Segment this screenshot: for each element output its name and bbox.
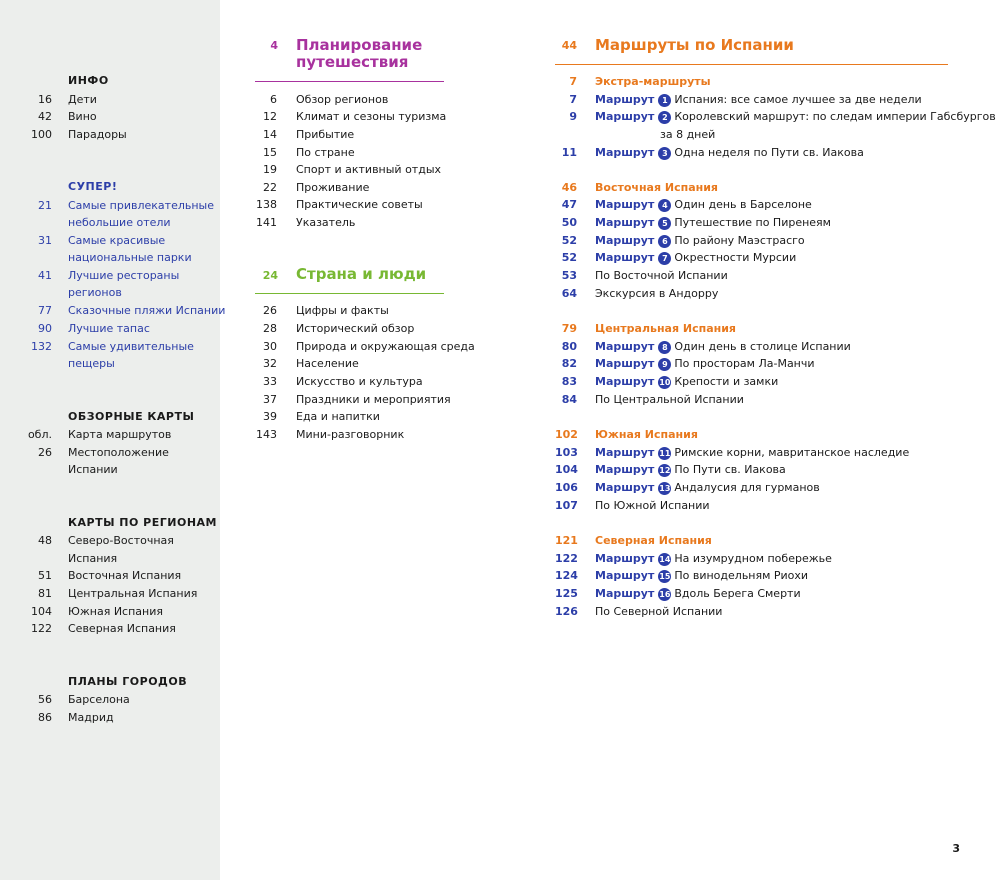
sidebar-item-label: пещеры bbox=[68, 357, 115, 370]
route-item[interactable] bbox=[555, 108, 996, 126]
page-number: 30 bbox=[263, 340, 277, 353]
page-number: 90 bbox=[38, 322, 52, 335]
route-label: Маршрут bbox=[595, 446, 655, 459]
route-number-badge: 2 bbox=[658, 111, 671, 124]
route-label: Маршрут bbox=[595, 93, 655, 106]
section-title-line: Планирование bbox=[296, 36, 423, 54]
sidebar-heading-city-plans: ПЛАНЫ ГОРОДОВ bbox=[68, 675, 188, 688]
sidebar-item-tapas[interactable] bbox=[0, 320, 220, 338]
sidebar-item-label: Сказочные пляжи Испании bbox=[68, 304, 226, 317]
route-title: По Южной Испании bbox=[595, 499, 710, 512]
route-number-badge: 13 bbox=[659, 484, 671, 493]
route-title: По Северной Испании bbox=[595, 605, 723, 618]
sidebar-item-caves-cont bbox=[0, 355, 220, 373]
section-title-routes[interactable]: Маршруты по Испании bbox=[595, 36, 794, 54]
route-title: Путешествие по Пиренеям bbox=[674, 216, 831, 229]
page-number: 21 bbox=[38, 199, 52, 212]
list-item-label: Мини-разговорник bbox=[296, 428, 405, 441]
route-item[interactable] bbox=[555, 249, 955, 267]
sidebar-item-label: Местоположение bbox=[68, 446, 169, 459]
route-group-heading[interactable] bbox=[555, 426, 955, 444]
page-number: 16 bbox=[38, 93, 52, 106]
route-number-badge: 1 bbox=[658, 94, 671, 107]
page-number: 138 bbox=[256, 198, 277, 211]
sidebar-item-central[interactable] bbox=[0, 585, 220, 603]
route-label: Маршрут bbox=[595, 234, 655, 247]
list-item[interactable] bbox=[255, 214, 450, 232]
page-number: 26 bbox=[263, 304, 277, 317]
sidebar bbox=[0, 0, 226, 880]
route-title: Римские корни, мавританское наследие bbox=[674, 446, 910, 459]
route-number-badge: 5 bbox=[658, 217, 671, 230]
section-title-country[interactable]: Страна и люди bbox=[296, 265, 427, 283]
page-number: 121 bbox=[555, 534, 578, 547]
page-number: 104 bbox=[555, 463, 578, 476]
sidebar-item-children[interactable] bbox=[0, 91, 220, 109]
route-number-badge: 14 bbox=[659, 555, 671, 564]
route-number-badge: 4 bbox=[658, 199, 671, 212]
list-item-label: Обзор регионов bbox=[296, 93, 389, 106]
page-number: 124 bbox=[555, 569, 578, 582]
route-item-cont bbox=[555, 126, 955, 144]
list-item-label: Проживание bbox=[296, 181, 370, 194]
route-number-badge: 3 bbox=[658, 147, 671, 160]
sidebar-heading-overview-maps: ОБЗОРНЫЕ КАРТЫ bbox=[68, 410, 195, 423]
sidebar-item-hotels[interactable] bbox=[0, 197, 220, 215]
route-label: Маршрут bbox=[595, 375, 655, 388]
route-item[interactable] bbox=[555, 338, 955, 356]
page-number: 22 bbox=[263, 181, 277, 194]
page-number: 82 bbox=[561, 357, 577, 370]
list-item[interactable] bbox=[255, 320, 450, 338]
sidebar-item-label: Лучшие рестораны bbox=[68, 269, 180, 282]
route-item[interactable] bbox=[555, 497, 955, 515]
page-number: 143 bbox=[256, 428, 277, 441]
route-item[interactable] bbox=[555, 585, 955, 603]
route-label: Маршрут bbox=[595, 146, 655, 159]
page-number: 103 bbox=[555, 446, 578, 459]
sidebar-heading-info: ИНФО bbox=[68, 74, 109, 87]
page-number: 80 bbox=[561, 340, 577, 353]
route-item[interactable] bbox=[555, 567, 955, 585]
sidebar-item-northeast[interactable] bbox=[0, 532, 220, 550]
list-item[interactable] bbox=[255, 373, 450, 391]
sidebar-item-east[interactable] bbox=[0, 567, 220, 585]
sidebar-item-label: Мадрид bbox=[68, 711, 114, 724]
page-number: 32 bbox=[263, 357, 277, 370]
route-title: Одна неделя по Пути св. Иакова bbox=[674, 146, 864, 159]
list-item-label: Еда и напитки bbox=[296, 410, 380, 423]
sidebar-item-label: Испании bbox=[68, 463, 118, 476]
section-divider bbox=[255, 81, 444, 82]
page-number: 15 bbox=[263, 146, 277, 159]
route-number-badge: 15 bbox=[659, 572, 671, 581]
sidebar-item-hotels-cont bbox=[0, 214, 220, 232]
route-item[interactable] bbox=[555, 232, 955, 250]
page-number: 42 bbox=[38, 110, 52, 123]
route-group-heading[interactable] bbox=[555, 179, 955, 197]
list-item[interactable] bbox=[255, 426, 450, 444]
sidebar-item-location[interactable] bbox=[0, 444, 220, 462]
sidebar-item-label: Испания bbox=[68, 552, 118, 565]
list-item[interactable] bbox=[255, 302, 450, 320]
route-group-title: Восточная Испания bbox=[595, 181, 718, 194]
route-number-badge: 12 bbox=[659, 466, 671, 475]
sidebar-item-label: Самые привлекательные bbox=[68, 199, 214, 212]
page-number: 106 bbox=[555, 481, 578, 494]
route-number-badge: 7 bbox=[658, 252, 671, 265]
list-item-label: Искусство и культура bbox=[296, 375, 423, 388]
sidebar-item-label: национальные парки bbox=[68, 251, 192, 264]
section-page-number: 4 bbox=[270, 39, 278, 52]
route-group-title: Экстра-маршруты bbox=[595, 75, 711, 88]
list-item-label: Природа и окружающая среда bbox=[296, 340, 475, 353]
page-number: 6 bbox=[270, 93, 277, 106]
route-number-badge: 16 bbox=[659, 590, 671, 599]
page-number: 33 bbox=[263, 375, 277, 388]
page-number: 81 bbox=[38, 587, 52, 600]
list-item[interactable] bbox=[255, 91, 450, 109]
list-item-label: Практические советы bbox=[296, 198, 423, 211]
sidebar-item-label: Восточная Испания bbox=[68, 569, 182, 582]
sidebar-item-label: Барселона bbox=[68, 693, 130, 706]
route-title: По просторам Ла-Манчи bbox=[674, 357, 815, 370]
page-number: 12 bbox=[263, 110, 277, 123]
page-number: 84 bbox=[561, 393, 577, 406]
route-title: Андалусия для гурманов bbox=[674, 481, 820, 494]
page-number: 104 bbox=[31, 605, 52, 618]
route-title: Вдоль Берега Смерти bbox=[674, 587, 801, 600]
sidebar-item-restaurants-cont bbox=[0, 284, 220, 302]
list-item-label: Население bbox=[296, 357, 359, 370]
route-title: На изумрудном побережье bbox=[674, 552, 832, 565]
route-number-badge: 6 bbox=[658, 235, 671, 248]
sidebar-item-south[interactable] bbox=[0, 603, 220, 621]
page-number: 122 bbox=[555, 552, 578, 565]
route-group-title: Центральная Испания bbox=[595, 322, 736, 335]
page-number: 102 bbox=[555, 428, 578, 441]
page-number: 56 bbox=[38, 693, 52, 706]
route-item[interactable] bbox=[555, 373, 955, 391]
route-title: По Центральной Испании bbox=[595, 393, 744, 406]
page-number: 52 bbox=[561, 234, 577, 247]
route-item[interactable] bbox=[555, 479, 955, 497]
route-item[interactable] bbox=[555, 267, 955, 285]
route-label: Маршрут bbox=[595, 340, 655, 353]
route-number-badge: 11 bbox=[659, 449, 671, 458]
list-item[interactable] bbox=[255, 144, 450, 162]
page-number: 83 bbox=[561, 375, 577, 388]
sidebar-item-label: Самые красивые bbox=[68, 234, 166, 247]
route-label: Маршрут bbox=[595, 552, 655, 565]
route-group-title: Южная Испания bbox=[595, 428, 698, 441]
list-item-label: Исторический обзор bbox=[296, 322, 415, 335]
page-number: 122 bbox=[31, 622, 52, 635]
page-number: 26 bbox=[38, 446, 52, 459]
sidebar-item-parks-cont bbox=[0, 249, 220, 267]
route-group-heading[interactable] bbox=[555, 532, 955, 550]
sidebar-item-location-cont bbox=[0, 461, 220, 479]
list-item[interactable] bbox=[255, 108, 450, 126]
list-item-label: Праздники и мероприятия bbox=[296, 393, 451, 406]
sidebar-item-label: небольшие отели bbox=[68, 216, 171, 229]
sidebar-item-north[interactable] bbox=[0, 620, 220, 638]
list-item[interactable] bbox=[255, 126, 450, 144]
sidebar-item-label: Южная Испания bbox=[68, 605, 163, 618]
route-number-badge: 8 bbox=[658, 341, 671, 354]
list-item-label: Указатель bbox=[296, 216, 356, 229]
route-title: Крепости и замки bbox=[674, 375, 779, 388]
sidebar-item-label: Самые удивительные bbox=[68, 340, 194, 353]
page-number: 51 bbox=[38, 569, 52, 582]
list-item-label: Спорт и активный отдых bbox=[296, 163, 442, 176]
list-item[interactable] bbox=[255, 196, 450, 214]
route-item[interactable] bbox=[555, 91, 955, 109]
page-number: 125 bbox=[555, 587, 578, 600]
route-group-heading[interactable] bbox=[555, 320, 955, 338]
page-number: 28 bbox=[263, 322, 277, 335]
route-title: Окрестности Мурсии bbox=[674, 251, 797, 264]
list-item[interactable] bbox=[255, 391, 450, 409]
section-page-number: 24 bbox=[262, 269, 278, 282]
sidebar-item-label: Центральная Испания bbox=[68, 587, 198, 600]
route-item[interactable] bbox=[555, 444, 955, 462]
route-group-heading[interactable] bbox=[555, 73, 955, 91]
page-number: 7 bbox=[569, 93, 577, 106]
section-title-planning[interactable] bbox=[296, 37, 422, 71]
page-number: 50 bbox=[561, 216, 577, 229]
route-title: Один день в Барселоне bbox=[674, 198, 812, 211]
route-item[interactable] bbox=[555, 603, 955, 621]
sidebar-item-wine[interactable] bbox=[0, 108, 220, 126]
sidebar-item-label: Дети bbox=[68, 93, 97, 106]
page-number: 53 bbox=[561, 269, 577, 282]
sidebar-item-label: Вино bbox=[68, 110, 97, 123]
list-item[interactable] bbox=[255, 161, 450, 179]
sidebar-item-beaches[interactable] bbox=[0, 302, 226, 320]
sidebar-item-label: Лучшие тапас bbox=[68, 322, 150, 335]
page-number: 39 bbox=[263, 410, 277, 423]
page-number: 141 bbox=[256, 216, 277, 229]
list-item-label: Прибытие bbox=[296, 128, 355, 141]
list-item-label: Цифры и факты bbox=[296, 304, 389, 317]
sidebar-item-label: Северо-Восточная bbox=[68, 534, 174, 547]
page-number: 132 bbox=[31, 340, 52, 353]
route-title: за 8 дней bbox=[660, 128, 716, 141]
route-title: Испания: все самое лучшее за две недели bbox=[674, 93, 922, 106]
route-label: Маршрут bbox=[595, 216, 655, 229]
route-title: По Пути св. Иакова bbox=[674, 463, 786, 476]
page-number: 77 bbox=[38, 304, 52, 317]
route-title: По району Маэстрасго bbox=[674, 234, 805, 247]
route-label: Маршрут bbox=[595, 198, 655, 211]
sidebar-item-label: Карта маршрутов bbox=[68, 428, 172, 441]
sidebar-item-label: Парадоры bbox=[68, 128, 127, 141]
list-item[interactable] bbox=[255, 179, 450, 197]
page-number: 14 bbox=[263, 128, 277, 141]
sidebar-item-label: Северная Испания bbox=[68, 622, 176, 635]
route-label: Маршрут bbox=[595, 251, 655, 264]
list-item[interactable] bbox=[255, 338, 475, 356]
page-number-footer: 3 bbox=[952, 842, 960, 855]
page-number: 41 bbox=[38, 269, 52, 282]
route-item[interactable] bbox=[555, 144, 955, 162]
page-number: обл. bbox=[27, 428, 52, 441]
section-title-line: путешествия bbox=[296, 53, 409, 71]
sidebar-item-parks[interactable] bbox=[0, 232, 220, 250]
route-number-badge: 9 bbox=[658, 358, 671, 371]
route-item[interactable] bbox=[555, 391, 955, 409]
section-divider bbox=[255, 293, 444, 294]
route-title: Королевский маршрут: по следам империи Габсбургов bbox=[674, 110, 996, 123]
route-title: Экскурсия в Андорру bbox=[595, 287, 719, 300]
sidebar-item-northeast-cont bbox=[0, 550, 220, 568]
page-number: 107 bbox=[555, 499, 578, 512]
sidebar-item-label: регионов bbox=[68, 286, 122, 299]
page-number: 100 bbox=[31, 128, 52, 141]
page-number: 9 bbox=[569, 110, 577, 123]
route-label: Маршрут bbox=[595, 569, 655, 582]
sidebar-heading-super: СУПЕР! bbox=[68, 180, 118, 193]
route-item[interactable] bbox=[555, 285, 955, 303]
sidebar-item-route-map[interactable] bbox=[0, 426, 220, 444]
page-number: 79 bbox=[561, 322, 577, 335]
route-item[interactable] bbox=[555, 355, 955, 373]
route-item[interactable] bbox=[555, 461, 955, 479]
route-label: Маршрут bbox=[595, 481, 655, 494]
page-number: 7 bbox=[569, 75, 577, 88]
page-number: 52 bbox=[561, 251, 577, 264]
route-label: Маршрут bbox=[595, 357, 655, 370]
route-group-title: Северная Испания bbox=[595, 534, 712, 547]
route-title: Один день в столице Испании bbox=[674, 340, 851, 353]
page-number: 47 bbox=[561, 198, 577, 211]
page-number: 48 bbox=[38, 534, 52, 547]
route-number-badge: 10 bbox=[659, 378, 671, 387]
page-number: 37 bbox=[263, 393, 277, 406]
sidebar-item-barcelona[interactable] bbox=[0, 691, 220, 709]
route-item[interactable] bbox=[555, 196, 955, 214]
list-item-label: По стране bbox=[296, 146, 355, 159]
page-number: 64 bbox=[561, 287, 577, 300]
route-label: Маршрут bbox=[595, 463, 655, 476]
sidebar-item-madrid[interactable] bbox=[0, 709, 220, 727]
section-divider bbox=[555, 64, 948, 65]
sidebar-heading-region-maps: КАРТЫ ПО РЕГИОНАМ bbox=[68, 516, 217, 529]
route-label: Маршрут bbox=[595, 110, 655, 123]
page-number: 86 bbox=[38, 711, 52, 724]
page-number: 126 bbox=[555, 605, 578, 618]
route-title: По винодельням Риохи bbox=[674, 569, 809, 582]
section-page-number: 44 bbox=[561, 39, 577, 52]
list-item[interactable] bbox=[255, 355, 450, 373]
sidebar-item-paradors[interactable] bbox=[0, 126, 220, 144]
route-item[interactable] bbox=[555, 214, 955, 232]
list-item-label: Климат и сезоны туризма bbox=[296, 110, 447, 123]
route-title: По Восточной Испании bbox=[595, 269, 728, 282]
page-number: 11 bbox=[561, 146, 577, 159]
page-number: 31 bbox=[38, 234, 52, 247]
route-item[interactable] bbox=[555, 550, 955, 568]
sidebar-item-restaurants[interactable] bbox=[0, 267, 220, 285]
route-label: Маршрут bbox=[595, 587, 655, 600]
page-number: 46 bbox=[561, 181, 577, 194]
sidebar-item-caves[interactable] bbox=[0, 338, 220, 356]
list-item[interactable] bbox=[255, 408, 450, 426]
page-number: 19 bbox=[263, 163, 277, 176]
